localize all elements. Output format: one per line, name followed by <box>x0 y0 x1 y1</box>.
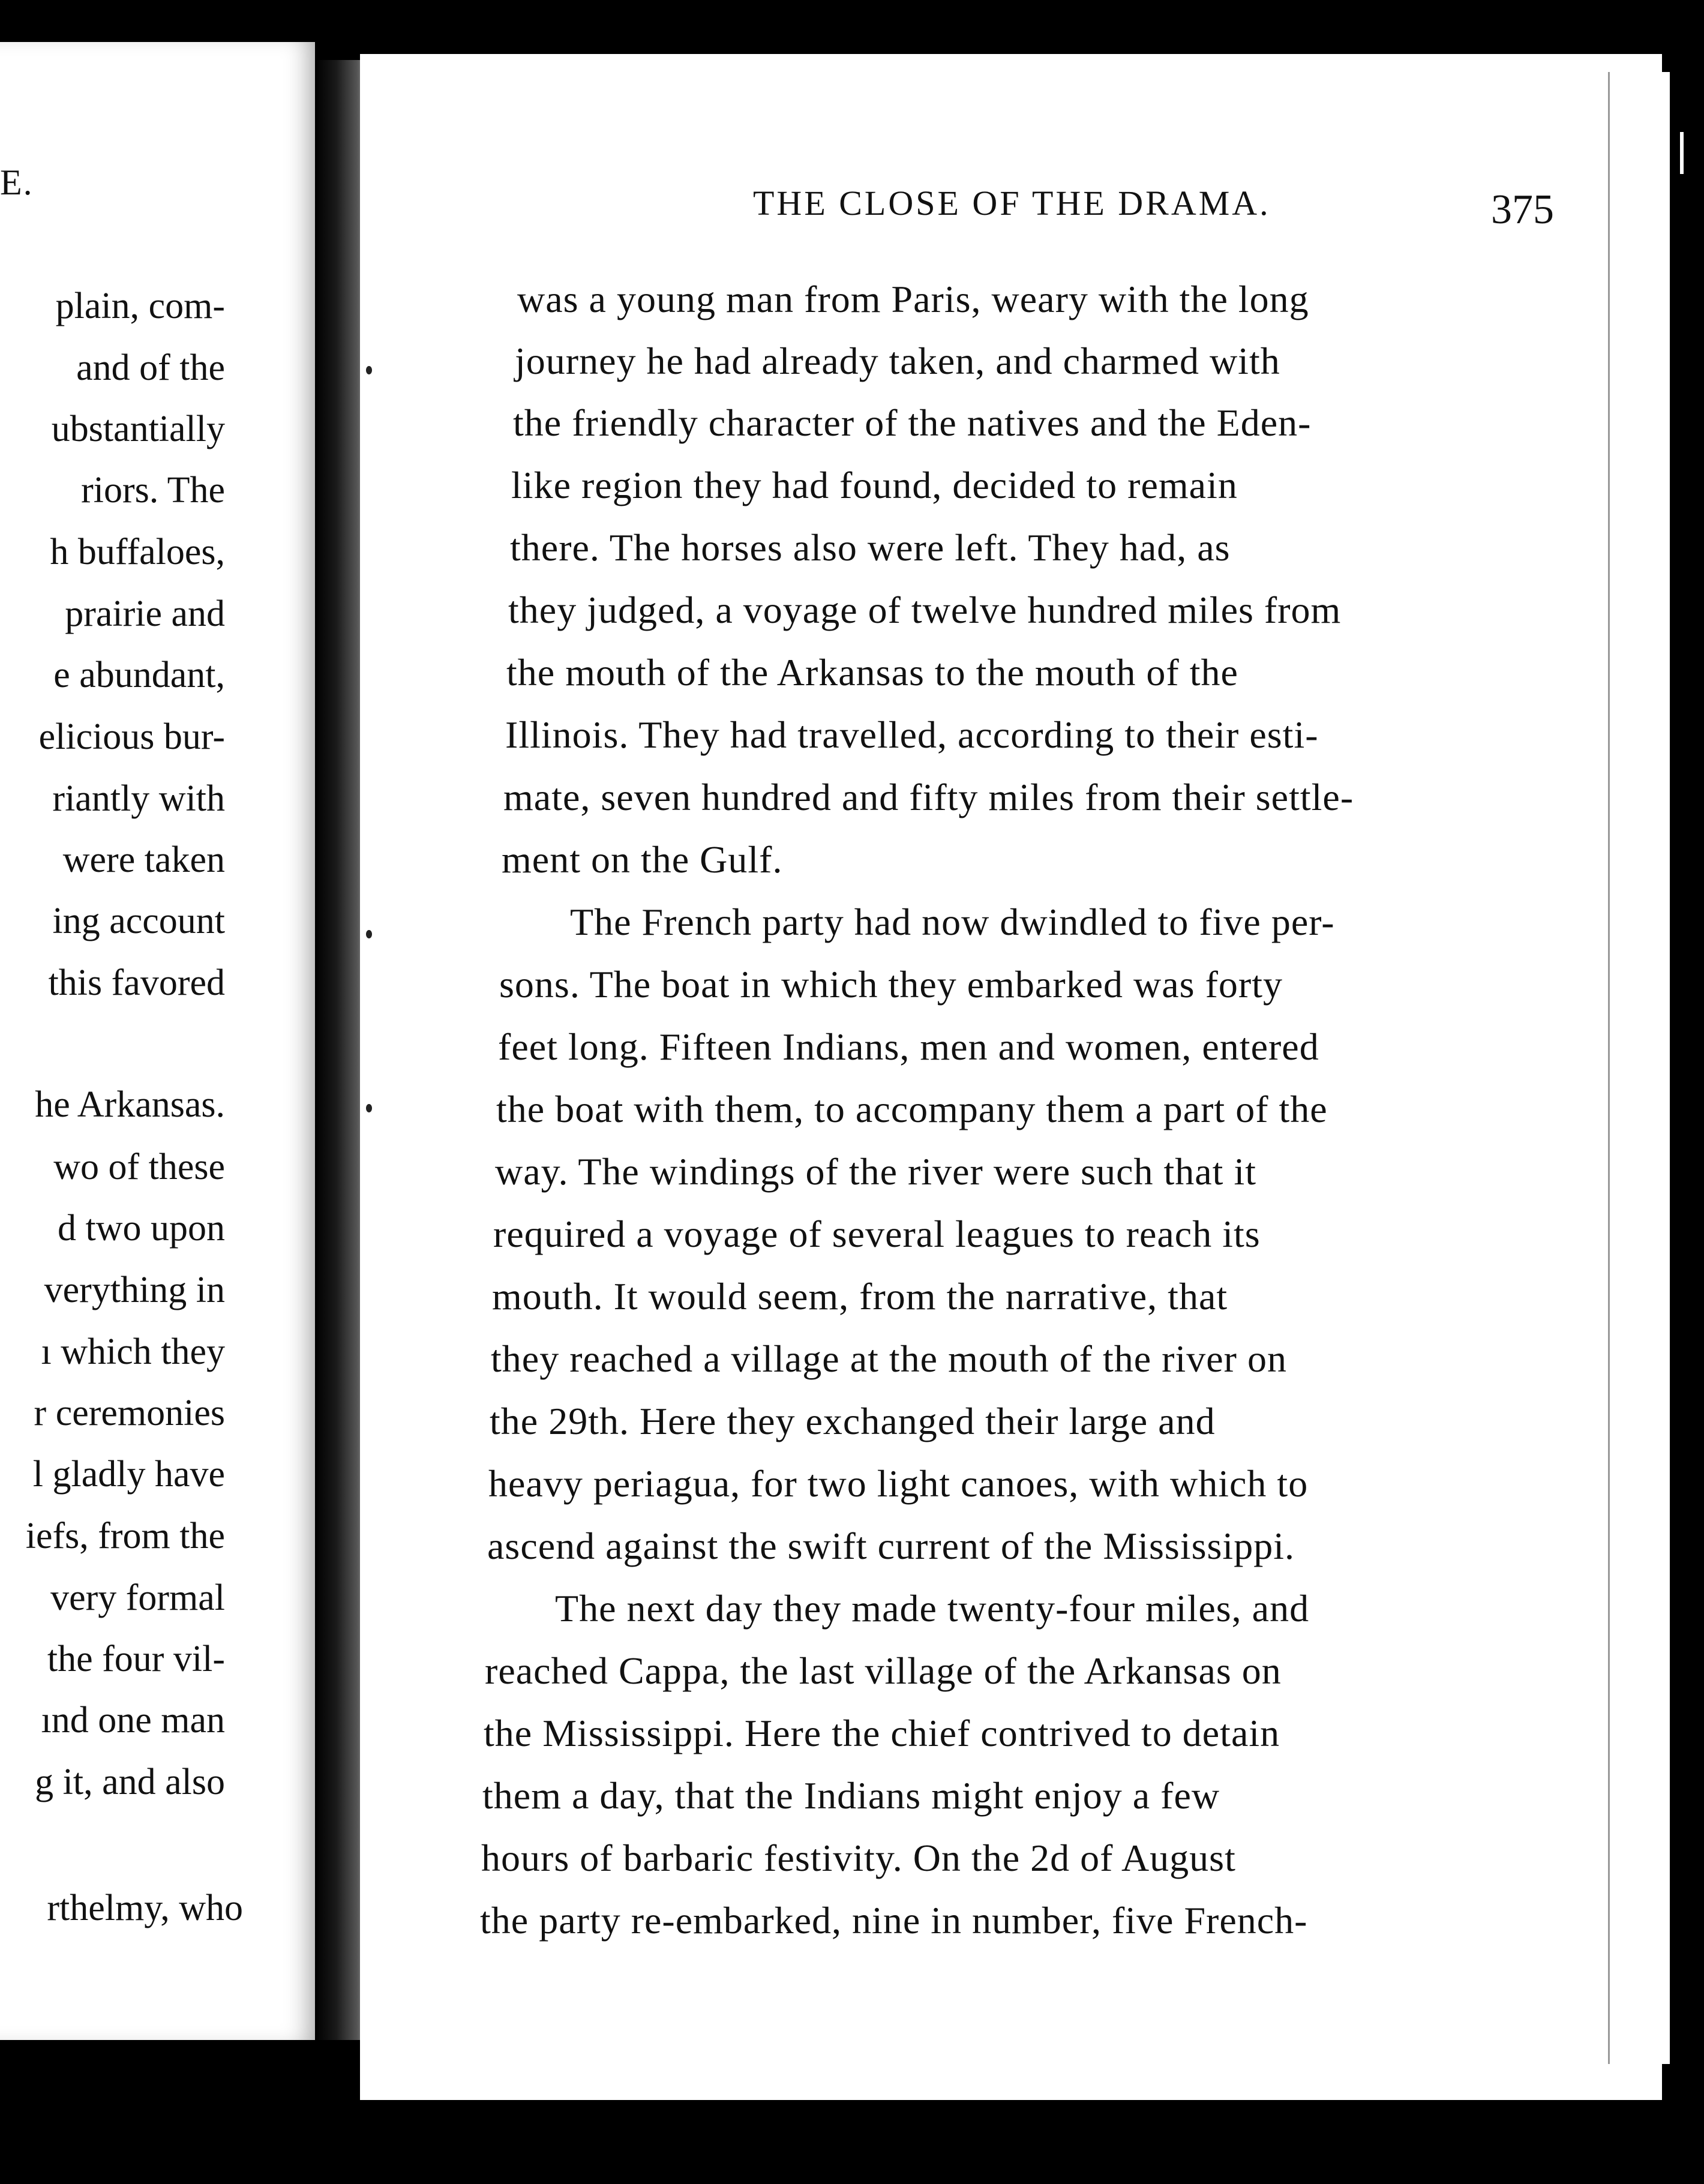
text-line: was a young man from Paris, weary with the long <box>517 278 1309 320</box>
text-line: feet long. Fifteen Indians, men and women, entered <box>498 1025 1319 1068</box>
left-line: ing account <box>52 901 225 941</box>
text-line: the boat with them, to accompany them a part of the <box>496 1088 1328 1130</box>
text-line: The next day they made twenty-four miles, and <box>555 1587 1310 1630</box>
left-line: l gladly have <box>32 1454 225 1495</box>
left-line: wo of these <box>53 1147 225 1187</box>
text-line: reached Cappa, the last village of the Arkansas on <box>485 1649 1282 1692</box>
left-line: iefs, from the <box>25 1516 225 1556</box>
left-running-head: E. <box>0 163 34 202</box>
running-head: THE CLOSE OF THE DRAMA. <box>753 184 1271 223</box>
left-line: he Arkansas. <box>35 1084 225 1125</box>
text-line: journey he had already taken, and charmed with <box>515 340 1280 382</box>
text-line: way. The windings of the river were such that it <box>495 1150 1256 1193</box>
text-line: the 29th. Here they exchanged their large and <box>490 1400 1216 1442</box>
text-line: The French party had now dwindled to five per- <box>570 901 1335 943</box>
text-line: the party re-embarked, nine in number, five French- <box>480 1899 1308 1942</box>
text-line: ascend against the swift current of the Mississippi. <box>487 1525 1295 1567</box>
text-line: sons. The boat in which they embarked was forty <box>499 963 1283 1006</box>
left-line: and of the <box>76 347 225 388</box>
binding-mark <box>366 1104 372 1112</box>
left-line: riantly with <box>52 778 225 819</box>
left-line: this favored <box>48 962 225 1003</box>
text-line: mate, seven hundred and fifty miles from their settle- <box>503 776 1354 818</box>
text-line: hours of barbaric festivity. On the 2d of August <box>481 1837 1236 1879</box>
text-line: ment on the Gulf. <box>502 838 783 881</box>
left-line: g it, and also <box>35 1762 225 1802</box>
left-line: ı which they <box>41 1331 225 1372</box>
page-number: 375 <box>1491 187 1554 233</box>
text-line: the friendly character of the natives and the Eden- <box>513 401 1312 444</box>
left-line: d two upon <box>58 1208 225 1249</box>
left-line: h buffaloes, <box>50 532 225 572</box>
left-line: prairie and <box>65 593 225 634</box>
text-line: the Mississippi. Here the chief contrived to detain <box>484 1712 1280 1754</box>
left-line: ubstantially <box>51 409 225 449</box>
text-line: them a day, that the Indians might enjoy a few <box>482 1774 1220 1817</box>
edge-mark <box>1680 132 1684 174</box>
left-line: r ceremonies <box>34 1393 225 1433</box>
text-line: heavy periagua, for two light canoes, with which to <box>488 1462 1309 1505</box>
left-line: elicious bur- <box>38 716 225 757</box>
text-line: the mouth of the Arkansas to the mouth of the <box>506 651 1238 694</box>
left-line: ınd one man <box>41 1700 225 1741</box>
text-line: like region they had found, decided to remain <box>511 464 1238 506</box>
text-line: mouth. It would seem, from the narrative, that <box>492 1275 1228 1318</box>
binding-mark <box>366 930 372 938</box>
text-line: they reached a village at the mouth of the river on <box>491 1337 1287 1380</box>
left-page <box>0 42 315 2040</box>
text-line: Illinois. They had travelled, according to their esti- <box>505 713 1319 756</box>
left-line: rthelmy, who <box>47 1888 243 1928</box>
left-line: verything in <box>44 1270 225 1310</box>
left-line: very formal <box>50 1577 225 1618</box>
text-line: required a voyage of several leagues to reach its <box>493 1213 1261 1255</box>
text-line: they judged, a voyage of twelve hundred miles from <box>508 589 1342 631</box>
left-line: the four vil- <box>47 1639 225 1679</box>
left-line: were taken <box>62 839 225 880</box>
left-line: riors. The <box>81 470 225 511</box>
left-line: plain, com- <box>55 286 225 326</box>
page-fore-edge <box>1608 72 1670 2064</box>
binding-mark <box>366 366 372 374</box>
left-line: e abundant, <box>53 655 225 695</box>
text-line: there. The horses also were left. They had, as <box>510 526 1231 569</box>
